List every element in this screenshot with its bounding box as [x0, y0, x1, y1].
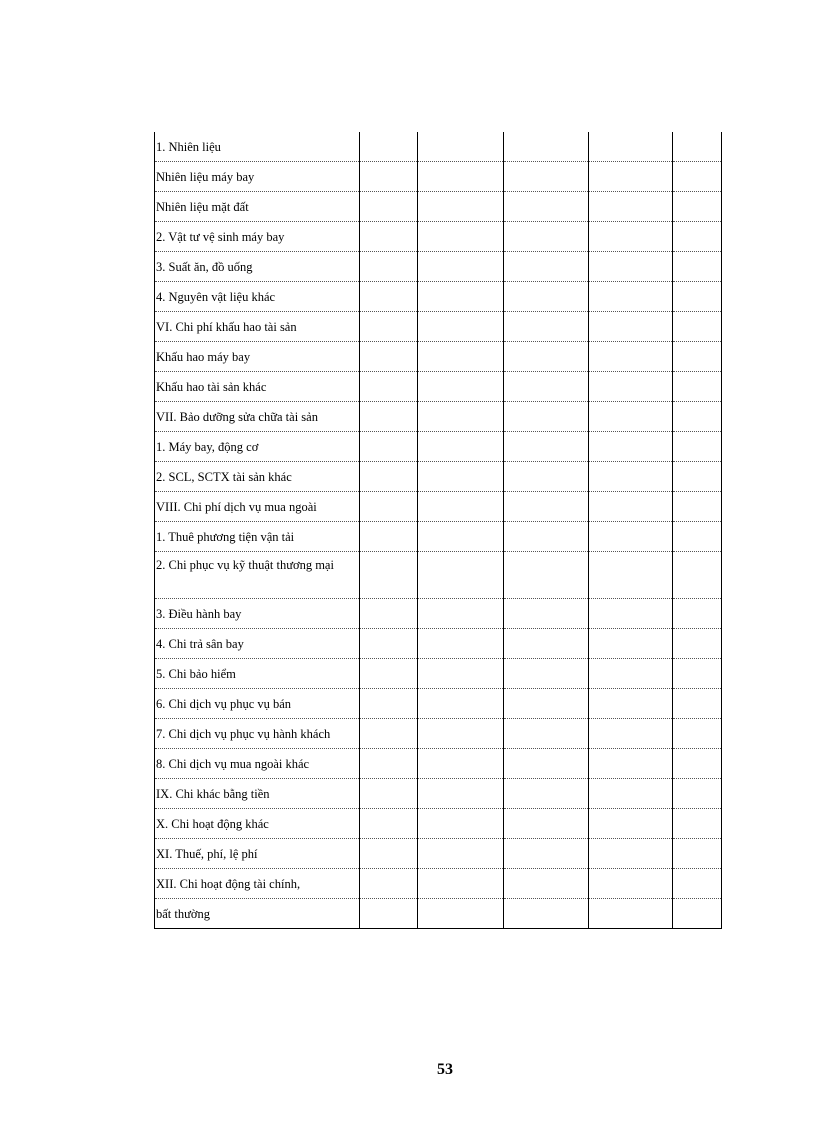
empty-cell [418, 342, 504, 372]
empty-cell [673, 462, 722, 492]
empty-cell [589, 719, 673, 749]
table-row [155, 809, 722, 839]
empty-cell [418, 402, 504, 432]
empty-cell [418, 749, 504, 779]
empty-cell [418, 629, 504, 659]
empty-cell [673, 522, 722, 552]
table-row [155, 839, 722, 869]
empty-cell [418, 162, 504, 192]
empty-cell [418, 252, 504, 282]
empty-cell [589, 252, 673, 282]
empty-cell [673, 689, 722, 719]
empty-cell [418, 432, 504, 462]
empty-cell [589, 552, 673, 599]
empty-cell [673, 749, 722, 779]
empty-cell [418, 222, 504, 252]
row-label: 3. Suất ăn, đồ uống [155, 252, 360, 282]
empty-cell [673, 839, 722, 869]
table-row [155, 282, 722, 312]
empty-cell [673, 252, 722, 282]
empty-cell [360, 809, 418, 839]
empty-cell [673, 629, 722, 659]
empty-cell [504, 282, 589, 312]
empty-cell [589, 659, 673, 689]
row-label: bất thường [155, 899, 360, 929]
empty-cell [504, 402, 589, 432]
empty-cell [673, 779, 722, 809]
row-label: 3. Điều hành bay [155, 599, 360, 629]
empty-cell [589, 599, 673, 629]
empty-cell [418, 192, 504, 222]
empty-cell [673, 719, 722, 749]
empty-cell [673, 599, 722, 629]
empty-cell [673, 192, 722, 222]
empty-cell [418, 719, 504, 749]
empty-cell [360, 162, 418, 192]
empty-cell [418, 132, 504, 162]
empty-cell [589, 779, 673, 809]
empty-cell [504, 629, 589, 659]
row-label: X. Chi hoạt động khác [155, 809, 360, 839]
table-row [155, 869, 722, 899]
empty-cell [673, 869, 722, 899]
row-label: 1. Nhiên liệu [155, 132, 360, 162]
table-row [155, 899, 722, 929]
empty-cell [504, 869, 589, 899]
row-label: VIII. Chi phí dịch vụ mua ngoài [155, 492, 360, 522]
row-label: 6. Chi dịch vụ phục vụ bán [155, 689, 360, 719]
empty-cell [418, 492, 504, 522]
empty-cell [504, 779, 589, 809]
empty-cell [360, 869, 418, 899]
empty-cell [418, 689, 504, 719]
row-label: Nhiên liệu mặt đất [155, 192, 360, 222]
table-row [155, 749, 722, 779]
empty-cell [360, 552, 418, 599]
empty-cell [360, 192, 418, 222]
empty-cell [360, 402, 418, 432]
empty-cell [418, 839, 504, 869]
empty-cell [418, 372, 504, 402]
empty-cell [360, 252, 418, 282]
empty-cell [589, 312, 673, 342]
expense-table-body [155, 132, 722, 929]
table-row [155, 432, 722, 462]
empty-cell [360, 719, 418, 749]
empty-cell [589, 899, 673, 929]
empty-cell [504, 252, 589, 282]
empty-cell [360, 779, 418, 809]
empty-cell [673, 132, 722, 162]
empty-cell [589, 342, 673, 372]
empty-cell [589, 432, 673, 462]
row-label: Khấu hao tài sản khác [155, 372, 360, 402]
row-label: 1. Thuê phương tiện vận tải [155, 522, 360, 552]
empty-cell [589, 192, 673, 222]
empty-cell [360, 749, 418, 779]
empty-cell [360, 342, 418, 372]
empty-cell [360, 599, 418, 629]
row-label: Khấu hao máy bay [155, 342, 360, 372]
empty-cell [673, 899, 722, 929]
table-row [155, 462, 722, 492]
empty-cell [589, 132, 673, 162]
empty-cell [673, 312, 722, 342]
row-label: IX. Chi khác bằng tiền [155, 779, 360, 809]
table-row [155, 162, 722, 192]
empty-cell [418, 869, 504, 899]
row-label: XII. Chi hoạt động tài chính, [155, 869, 360, 899]
empty-cell [360, 522, 418, 552]
empty-cell [504, 522, 589, 552]
table-row [155, 222, 722, 252]
empty-cell [360, 689, 418, 719]
table-row [155, 342, 722, 372]
empty-cell [418, 522, 504, 552]
empty-cell [418, 282, 504, 312]
table-row [155, 719, 722, 749]
table-row [155, 599, 722, 629]
row-label: 4. Nguyên vật liệu khác [155, 282, 360, 312]
row-label: 4. Chi trả sân bay [155, 629, 360, 659]
empty-cell [360, 432, 418, 462]
empty-cell [589, 222, 673, 252]
empty-cell [589, 809, 673, 839]
empty-cell [418, 899, 504, 929]
row-label: 1. Máy bay, động cơ [155, 432, 360, 462]
table-row [155, 552, 722, 599]
empty-cell [360, 222, 418, 252]
empty-cell [504, 719, 589, 749]
row-label: 2. Vật tư vệ sinh máy bay [155, 222, 360, 252]
empty-cell [504, 192, 589, 222]
empty-cell [504, 492, 589, 522]
table-row [155, 779, 722, 809]
empty-cell [504, 599, 589, 629]
row-label: 7. Chi dịch vụ phục vụ hành khách [155, 719, 360, 749]
empty-cell [673, 342, 722, 372]
row-label: 5. Chi bảo hiểm [155, 659, 360, 689]
empty-cell [360, 462, 418, 492]
empty-cell [504, 132, 589, 162]
table-row [155, 132, 722, 162]
empty-cell [673, 492, 722, 522]
empty-cell [589, 282, 673, 312]
empty-cell [418, 599, 504, 629]
empty-cell [360, 839, 418, 869]
empty-cell [673, 659, 722, 689]
empty-cell [673, 372, 722, 402]
empty-cell [673, 552, 722, 599]
row-label: Nhiên liệu máy bay [155, 162, 360, 192]
empty-cell [673, 432, 722, 462]
row-label: XI. Thuế, phí, lệ phí [155, 839, 360, 869]
empty-cell [418, 312, 504, 342]
empty-cell [360, 659, 418, 689]
empty-cell [360, 372, 418, 402]
table-row [155, 522, 722, 552]
empty-cell [504, 162, 589, 192]
empty-cell [360, 282, 418, 312]
table-row [155, 629, 722, 659]
empty-cell [589, 522, 673, 552]
empty-cell [418, 809, 504, 839]
table-row [155, 372, 722, 402]
empty-cell [418, 462, 504, 492]
empty-cell [504, 839, 589, 869]
empty-cell [504, 462, 589, 492]
table-row [155, 252, 722, 282]
empty-cell [589, 839, 673, 869]
row-label: VII. Bảo dưỡng sửa chữa tài sản [155, 402, 360, 432]
empty-cell [418, 779, 504, 809]
empty-cell [504, 432, 589, 462]
row-label: 2. Chi phục vụ kỹ thuật thương mại [155, 552, 360, 599]
empty-cell [504, 372, 589, 402]
empty-cell [673, 222, 722, 252]
empty-cell [504, 222, 589, 252]
page-number: 53 [437, 1061, 453, 1078]
empty-cell [504, 312, 589, 342]
empty-cell [504, 749, 589, 779]
empty-cell [589, 629, 673, 659]
empty-cell [673, 162, 722, 192]
empty-cell [360, 492, 418, 522]
empty-cell [673, 282, 722, 312]
empty-cell [360, 899, 418, 929]
empty-cell [360, 312, 418, 342]
empty-cell [504, 659, 589, 689]
empty-cell [589, 749, 673, 779]
empty-cell [673, 402, 722, 432]
expense-table [154, 132, 722, 929]
empty-cell [504, 689, 589, 719]
empty-cell [418, 659, 504, 689]
empty-cell [589, 689, 673, 719]
row-label: 2. SCL, SCTX tài sản khác [155, 462, 360, 492]
empty-cell [589, 162, 673, 192]
empty-cell [504, 342, 589, 372]
empty-cell [360, 132, 418, 162]
table-row [155, 192, 722, 222]
table-row [155, 659, 722, 689]
empty-cell [360, 629, 418, 659]
row-label: VI. Chi phí khấu hao tài sản [155, 312, 360, 342]
empty-cell [589, 402, 673, 432]
table-row [155, 312, 722, 342]
empty-cell [589, 372, 673, 402]
table-row [155, 689, 722, 719]
empty-cell [504, 899, 589, 929]
table-row [155, 492, 722, 522]
empty-cell [589, 462, 673, 492]
empty-cell [673, 809, 722, 839]
table-row [155, 402, 722, 432]
empty-cell [589, 492, 673, 522]
empty-cell [504, 809, 589, 839]
empty-cell [418, 552, 504, 599]
empty-cell [504, 552, 589, 599]
row-label: 8. Chi dịch vụ mua ngoài khác [155, 749, 360, 779]
empty-cell [589, 869, 673, 899]
